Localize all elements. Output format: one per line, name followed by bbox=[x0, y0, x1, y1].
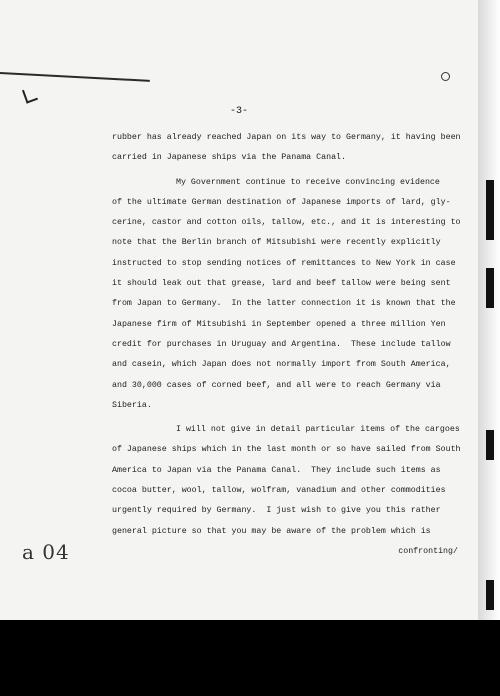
text-line: of the ultimate German destination of Japanese imports of lard, gly- bbox=[112, 197, 451, 207]
text-line: Japanese firm of Mitsubishi in September opened a three million Yen bbox=[112, 319, 446, 329]
fold-line bbox=[0, 72, 150, 82]
text-line: I will not give in detail particular items of the cargoes bbox=[176, 425, 460, 435]
edge-mark bbox=[486, 268, 494, 308]
text-line: My Government continue to receive convincing evidence bbox=[176, 177, 440, 187]
edge-mark bbox=[486, 430, 494, 460]
text-line: Siberia. bbox=[112, 400, 152, 410]
scan-border bbox=[0, 620, 500, 696]
text-line: of Japanese ships which in the last month or so have sailed from South bbox=[112, 445, 461, 455]
handwritten-margin-note: a 04 bbox=[22, 540, 70, 564]
text-line: America to Japan via the Panama Canal. They include such items as bbox=[112, 465, 441, 475]
text-line: credit for purchases in Uruguay and Argentina. These include tallow bbox=[112, 339, 451, 349]
text-line: and 30,000 cases of corned beef, and all were to reach Germany via bbox=[112, 380, 441, 390]
text-line: rubber has already reached Japan on its way to Germany, it having been bbox=[112, 133, 461, 142]
page-edge bbox=[478, 0, 500, 620]
text-line: carried in Japanese ships via the Panama Canal. bbox=[112, 153, 347, 163]
page-number: -3- bbox=[229, 106, 248, 117]
edge-mark bbox=[486, 580, 494, 610]
fold-mark bbox=[22, 86, 38, 103]
text-line: and casein, which Japan does not normally import from South America, bbox=[112, 360, 451, 370]
text-line: urgently required by Germany. I just wish to give you this rather bbox=[112, 506, 441, 516]
text-line: cerine, castor and cotton oils, tallow, etc., and it is interesting to bbox=[112, 218, 461, 228]
stray-mark bbox=[441, 72, 450, 81]
text-line: general picture so that you may be aware of the problem which is bbox=[112, 526, 431, 536]
text-line: from Japan to Germany. In the latter connection it is known that the bbox=[112, 299, 456, 309]
continuation-word: confronting/ bbox=[398, 546, 458, 556]
text-line: cocoa butter, wool, tallow, wolfram, vanadium and other commodities bbox=[112, 486, 446, 496]
text-line: instructed to stop sending notices of remittances to New York in case bbox=[112, 258, 456, 268]
edge-mark bbox=[486, 180, 494, 240]
text-line: note that the Berlin branch of Mitsubishi were recently explicitly bbox=[112, 238, 441, 248]
body-text bbox=[112, 128, 468, 562]
text-line: it should leak out that grease, lard and beef tallow were being sent bbox=[112, 279, 451, 289]
